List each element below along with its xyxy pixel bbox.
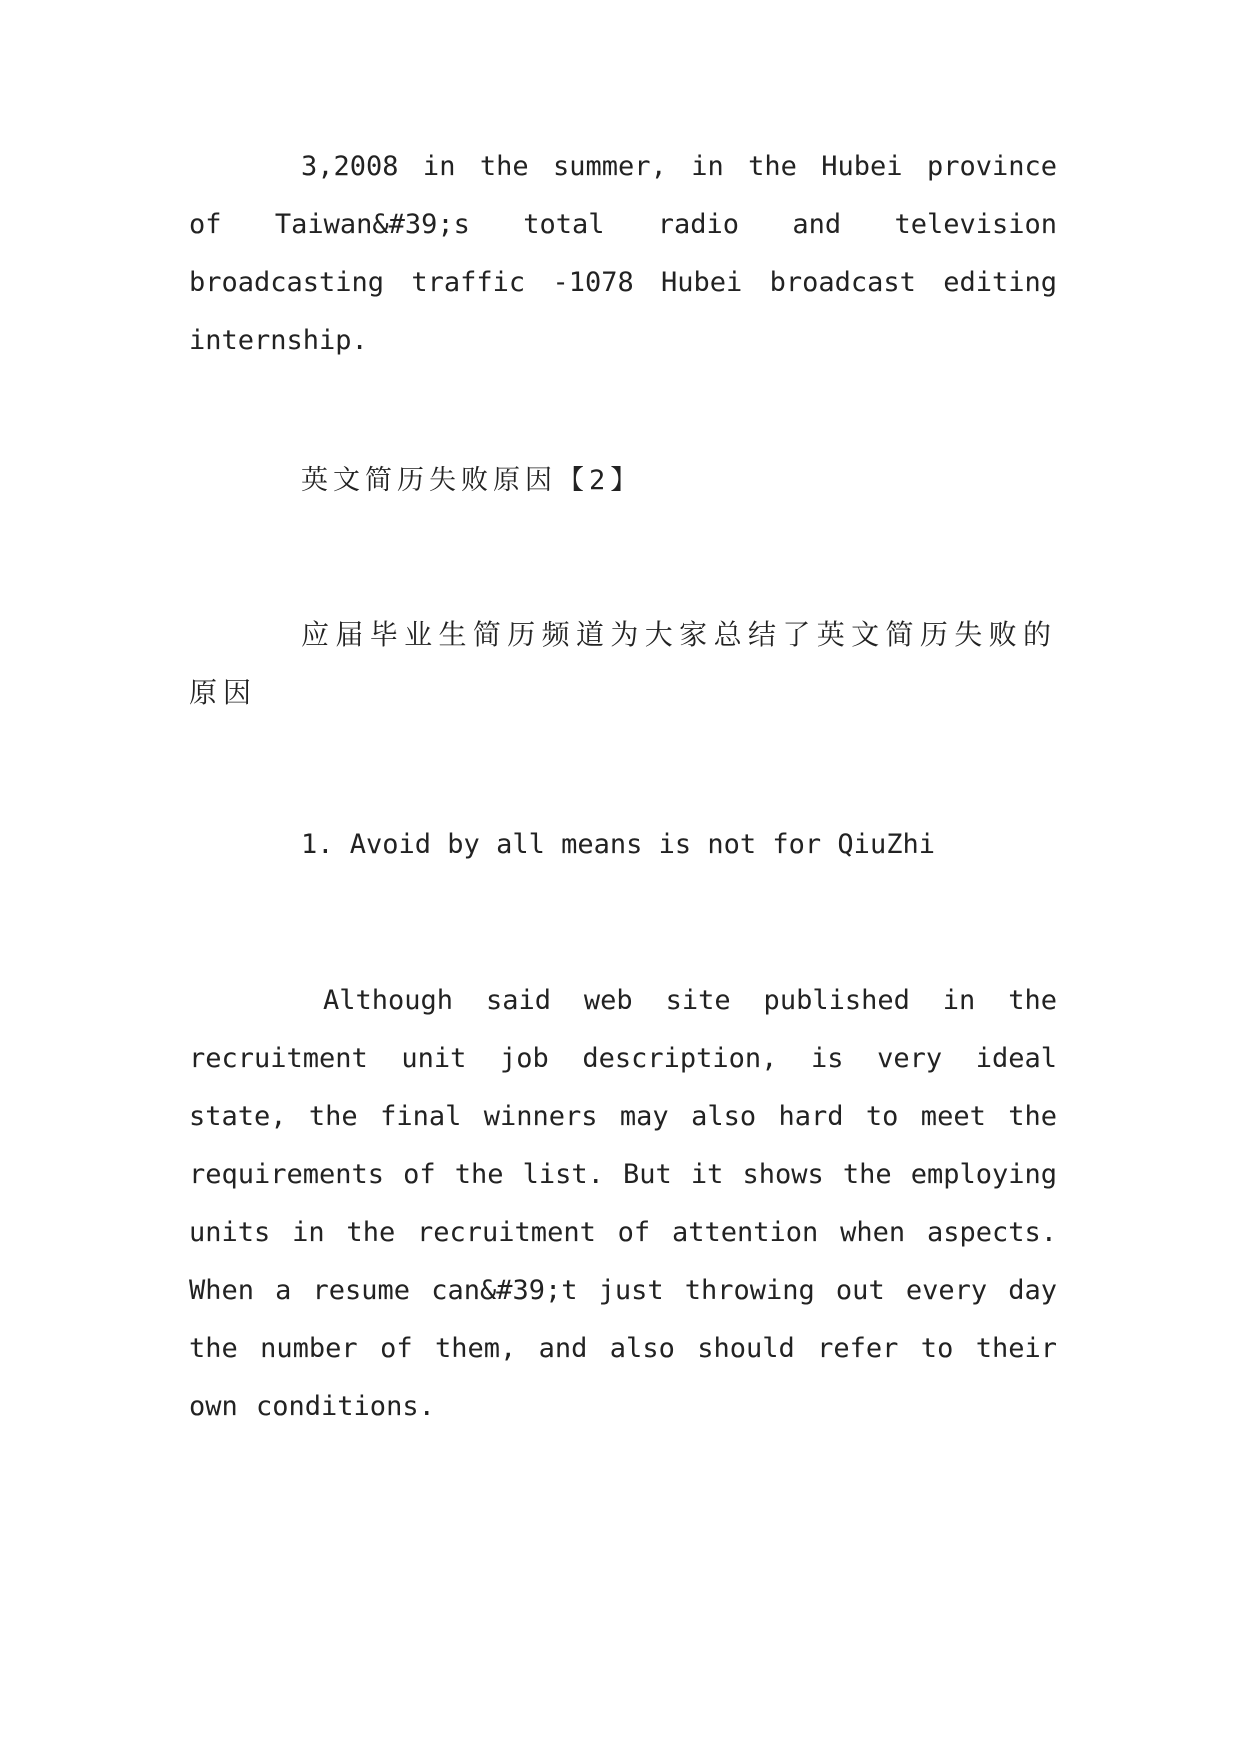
point-1-body: Although said web site published in the recruitment unit job description, is very ideal state, the final winners may also hard to meet the requirements of the list. But it shows the employing units in the recruitment of attention when aspects. When a resume can&#39;t just throwing out every day the number of them, and also should refer to their own conditions.	[189, 985, 1057, 1422]
intro-paragraph: 应届毕业生简历频道为大家总结了英文简历失败的原因	[189, 618, 1057, 709]
point-1-heading: 1. Avoid by all means is not for QiuZhi	[301, 829, 935, 860]
section-heading: 英文简历失败原因【2】	[301, 465, 643, 496]
internship-paragraph: 3,2008 in the summer, in the Hubei province of Taiwan&#39;s total radio and television broadcasting traffic -1078 Hubei broadcast editing internship.	[189, 151, 1057, 356]
